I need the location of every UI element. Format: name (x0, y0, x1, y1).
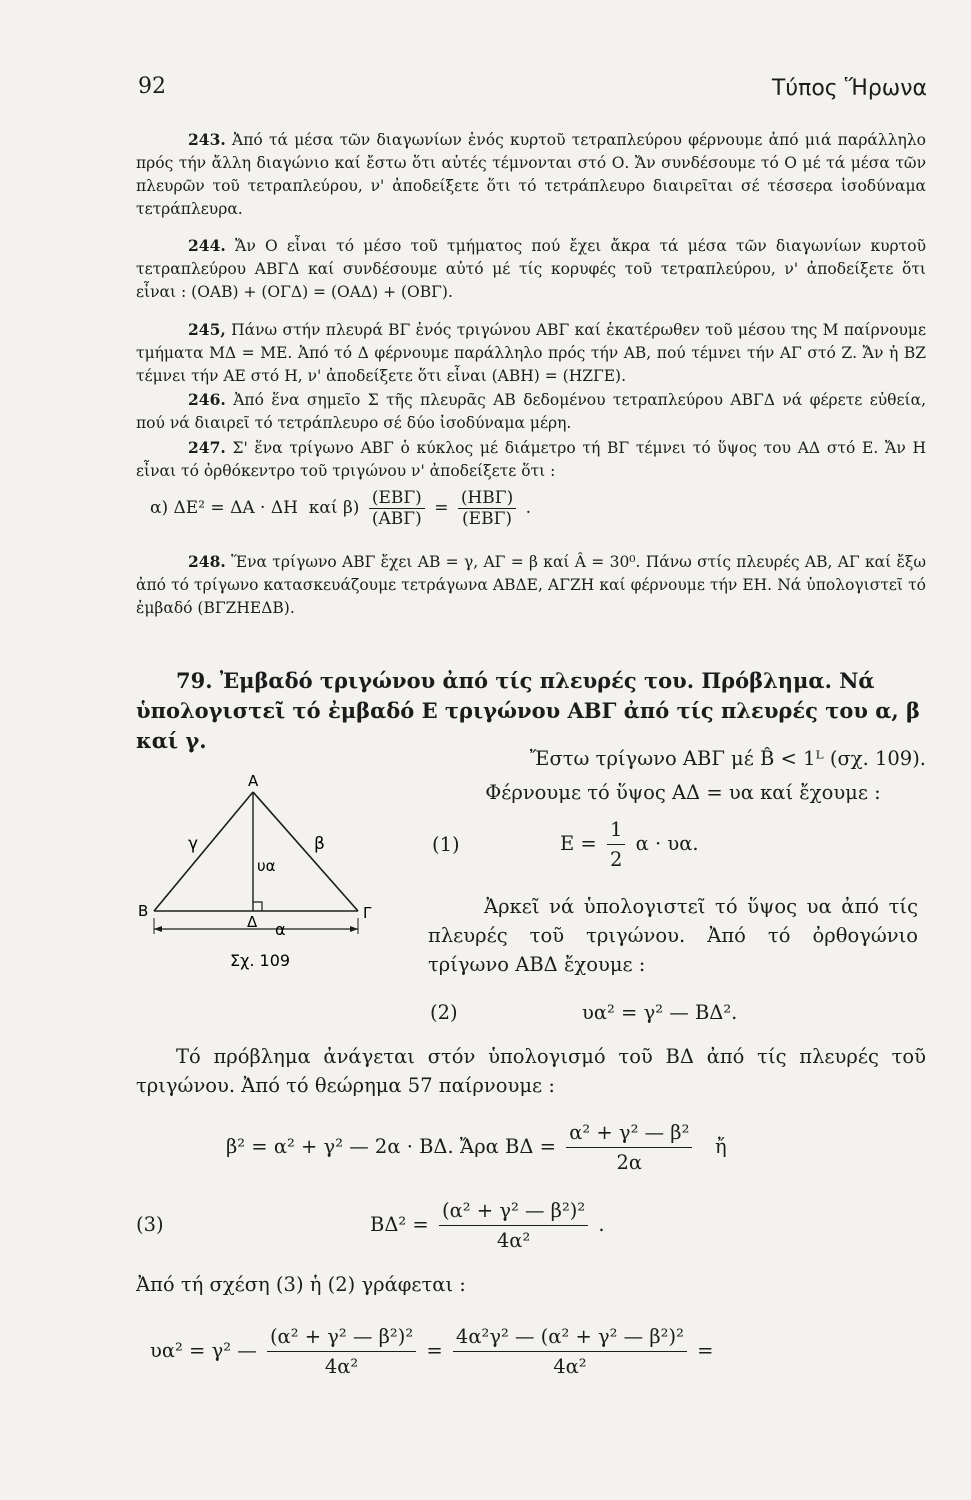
section-title: 79. Ἐμβαδό τριγώνου ἀπό τίς πλευρές του. Πρόβλημα. Νά ὑπολογιστεῖ τό ἐμβαδό Ε τριγώνου ΑΒΓ ἀπό τίς πλευρές του α, β καί γ. (136, 668, 920, 753)
eq2: υα² = γ² — ΒΔ². (582, 1001, 738, 1024)
eq3: ΒΔ² = $\frac{\text{(α² + γ² — β²)²}}{\text{4α²}}$ . (370, 1196, 605, 1255)
eq2-label: (2) (430, 1001, 458, 1024)
figure-caption: Σχ. 109 (230, 951, 291, 970)
label-D: Δ (247, 913, 258, 931)
eq1-label: (1) (432, 833, 460, 856)
eq-beta: β² = α² + γ² — 2α · ΒΔ. Ἄρα ΒΔ = $\frac{\text{α² + γ² — β²}}{2\alpha}$ ἤ (226, 1118, 727, 1177)
exercise-243: 243. Ἀπό τά μέσα τῶν διαγωνίων ἑνός κυρτοῦ τετραπλεύρου φέρνουμε ἀπό μιά παράλληλο πρός τήν ἄλλη διαγώνιο καί ἔστω ὅτι αὐτές τέμνονται στό Ο. Ἄν συνδέσουμε τό Ο μέ τά μέσα τῶν πλευρῶν τοῦ τετραπλεύρου, ν' ἀποδείξετε ὅτι τό τετράπλευρο διαιρεῖται σέ τέσσερα ἰσοδύναμα τετράπλευρα. (136, 130, 926, 218)
label-alpha: α (275, 920, 286, 939)
exercise-248: 248. Ἕνα τρίγωνο ΑΒΓ ἔχει ΑΒ = γ, ΑΓ = β καί Â = 30⁰. Πάνω στίς πλευρές ΑΒ, ΑΓ καί ἔξω ἀπό τό τρίγωνο κατασκευάζουμε τετράγωνα ΑΒΔΕ, ΑΓΖΗ καί φέρνουμε τήν ΕΗ. Νά ὑπολογιστεῖ τό ἐμβαδό (ΒΓΖΗΕΔΒ). (136, 552, 926, 617)
eq3-label: (3) (136, 1213, 164, 1236)
body-line-1: Ἔστω τρίγωνο ΑΒΓ μέ B̂ < 1ᴸ (σχ. 109). (529, 747, 926, 770)
label-A: Α (248, 772, 259, 790)
side-AB (154, 792, 253, 911)
right-angle-mark (253, 902, 262, 911)
eq-final: υα² = γ² — $\frac{\text{(α² + γ² — β²)²}}{\text{4α²}}$ = $\frac{\text{4α²γ² — (α² + γ² — β²)²}}{\text{4α²}}$ = (150, 1322, 713, 1381)
label-gamma: γ (188, 834, 199, 854)
running-title: Τύπος Ἥρωνα (771, 76, 927, 101)
dimension-arrow-right (350, 926, 358, 932)
body-para-2: Τό πρόβλημα ἀνάγεται στόν ὑπολογισμό τοῦ ΒΔ ἀπό τίς πλευρές τοῦ τριγώνου. Ἀπό τό θεώρημα 57 παίρνουμε : (136, 1045, 926, 1097)
exercise-247: 247. Σ' ἕνα τρίγωνο ΑΒΓ ὁ κύκλος μέ διάμετρο τή ΒΓ τέμνει τό ὕψος του ΑΔ στό Ε. Ἄν Η εἶναι τό ὀρθόκεντρο τοῦ τριγώνου ν' ἀποδείξετε ὅτι : (136, 438, 926, 480)
label-ua: υα (257, 857, 276, 875)
body-para-3: Ἀπό τή σχέση (3) ἡ (2) γράφεται : (136, 1273, 466, 1296)
label-beta: β (314, 834, 325, 854)
side-AG (253, 792, 358, 911)
label-B: Β (138, 902, 149, 920)
exercise-246: 246. Ἀπό ἕνα σημεῖο Σ τῆς πλευρᾶς ΑΒ δεδομένου τετραπλεύρου ΑΒΓΔ νά φέρετε εὐθεία, πού νά διαιρεῖ τό τετράπλευρο σέ δύο ἰσοδύναμα μέρη. (136, 390, 926, 432)
exercise-244: 244. Ἄν Ο εἶναι τό μέσο τοῦ τμήματος πού ἔχει ἄκρα τά μέσα τῶν διαγωνίων κυρτοῦ τετραπλεύρου ΑΒΓΔ καί συνδέσουμε αὐτό μέ τίς κορυφές τοῦ τετραπλεύρου, ν' ἀποδείξετε ὅτι εἶναι : (ΟΑΒ) + (ΟΓΔ) = (ΟΑΔ) + (ΟΒΓ). (136, 236, 926, 301)
eq1: Ε = $\frac{1}{2}$ α · υα. (560, 815, 699, 874)
body-para-1: Ἀρκεῖ νά ὑπολογιστεῖ τό ὕψος υα ἀπό τίς πλευρές τοῦ τριγώνου. Ἀπό τό ὀρθογώνιο τρίγωνο ΑΒΔ ἔχουμε : (428, 895, 918, 976)
page-number: 92 (138, 74, 166, 99)
body-line-2: Φέρνουμε τό ὕψος ΑΔ = υα καί ἔχουμε : (485, 781, 881, 804)
label-G: Γ (363, 904, 372, 922)
figure-109 (130, 766, 410, 976)
exercise-247-formula: α) ΔΕ² = ΔΑ · ΔΗ καί β) $\frac{\text{(ΕΒΓ)}}{\text{(ΑΒΓ)}}$ = $\frac{\text{(ΗΒΓ)}}{\text{(ΕΒΓ)}}$ . (150, 488, 532, 529)
dimension-arrow-left (154, 926, 162, 932)
exercise-245: 245, Πάνω στήν πλευρά ΒΓ ἑνός τριγώνου ΑΒΓ καί ἑκατέρωθεν τοῦ μέσου της Μ παίρνουμε τμήματα ΜΔ = ΜΕ. Ἀπό τό Δ φέρνουμε παράλληλο πρός τήν ΑΒ, πού τέμνει τήν ΑΓ στό Ζ. Ἄν ἡ ΒΖ τέμνει τήν ΑΕ στό Η, ν' ἀποδείξετε ὅτι εἶναι (ΑΒΗ) = (ΗΖΓΕ). (136, 320, 926, 385)
